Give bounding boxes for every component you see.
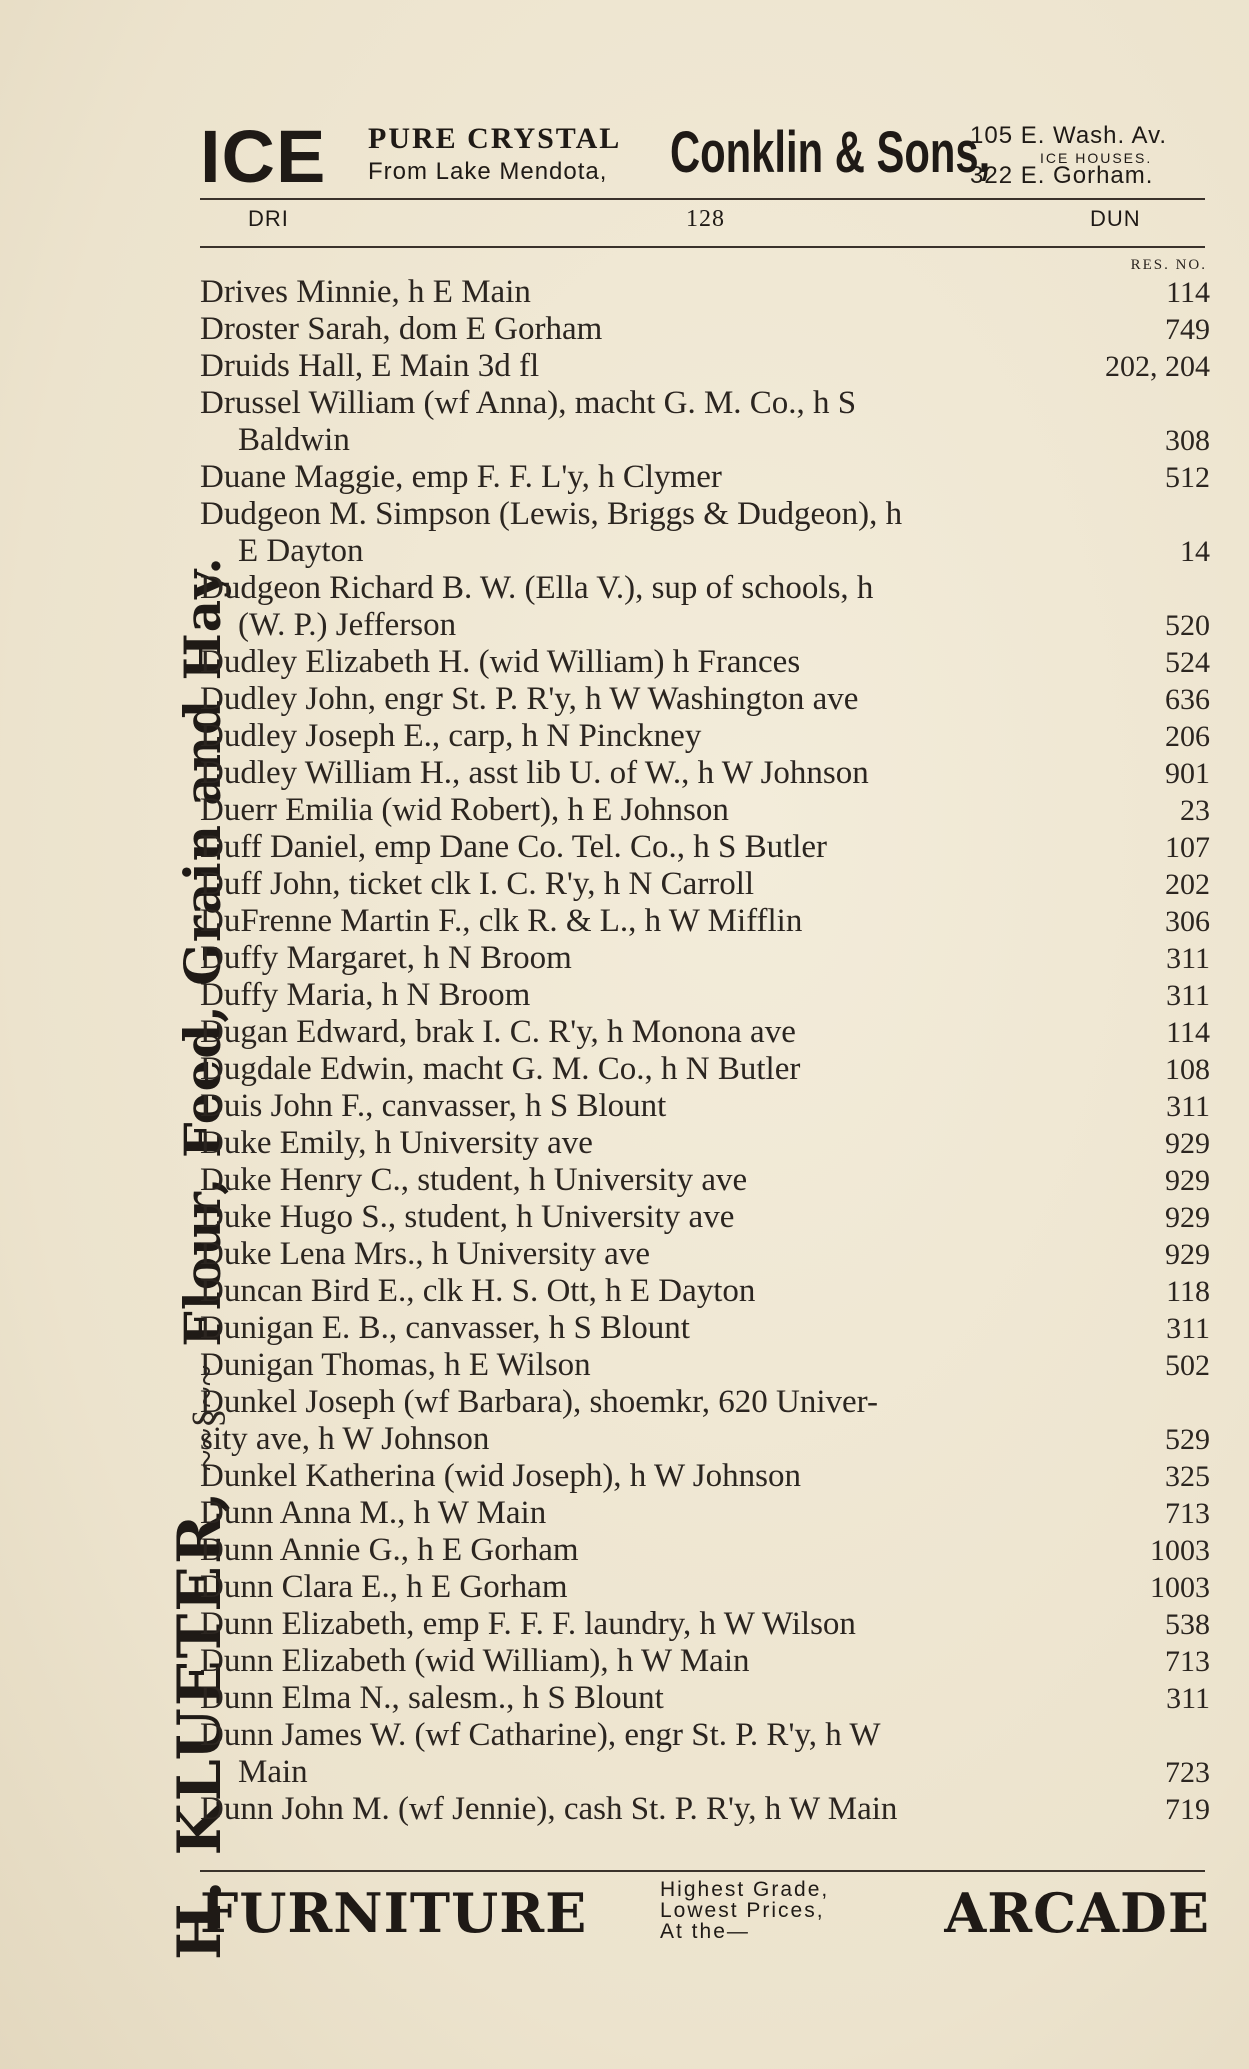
entry-text: Dunigan E. B., canvasser, h S Blount — [200, 1310, 690, 1346]
header-rule-bottom — [200, 246, 1205, 248]
entry-residence-number: 524 — [1165, 646, 1210, 679]
directory-entry — [200, 1495, 1210, 1532]
page-number: 128 — [686, 206, 725, 232]
entry-text: Duerr Emilia (wid Robert), h E Johnson — [200, 792, 729, 828]
entry-residence-number: 308 — [1165, 424, 1210, 457]
header-rule-top — [200, 198, 1205, 200]
directory-entry — [200, 274, 1210, 311]
entry-residence-number: 929 — [1165, 1201, 1210, 1234]
entry-residence-number: 107 — [1165, 831, 1210, 864]
directory-entry — [200, 644, 1210, 681]
directory-entry — [200, 1532, 1210, 1569]
entry-text: Droster Sarah, dom E Gorham — [200, 311, 603, 347]
entry-residence-number: 311 — [1166, 1090, 1210, 1123]
entry-text: Duff Daniel, emp Dane Co. Tel. Co., h S Butler — [200, 829, 828, 865]
entry-text: Dudgeon Richard B. W. (Ella V.), sup of schools, h — [200, 570, 874, 606]
directory-entry — [200, 1384, 1210, 1421]
directory-entry — [200, 1310, 1210, 1347]
directory-entry — [200, 496, 1210, 533]
directory-entry — [200, 1717, 1210, 1754]
entry-text: Dunn Elizabeth (wid William), h W Main — [200, 1643, 750, 1679]
entry-text: Druids Hall, E Main 3d fl — [200, 348, 540, 384]
directory-entry — [200, 607, 1210, 644]
directory-entry — [200, 1088, 1210, 1125]
entry-text: E Dayton — [238, 533, 364, 569]
directory-entries — [200, 274, 1210, 1828]
side-banner-ornament: ~~§~~ — [184, 1364, 229, 1472]
directory-entry — [200, 1569, 1210, 1606]
directory-entry — [200, 459, 1210, 496]
directory-entry — [200, 1680, 1210, 1717]
directory-entry — [200, 422, 1210, 459]
ad-address-2: 322 E. Gorham. — [970, 162, 1154, 189]
entry-text: Drussel William (wf Anna), macht G. M. Co., h S — [200, 385, 857, 421]
entry-text: Dudley William H., asst lib U. of W., h W Johnson — [200, 755, 869, 791]
directory-entry — [200, 903, 1210, 940]
entry-text: Dunn Clara E., h E Gorham — [200, 1569, 568, 1605]
entry-residence-number: 14 — [1180, 535, 1210, 568]
entry-residence-number: 311 — [1166, 1682, 1210, 1715]
entry-text: Dudley John, engr St. P. R'y, h W Washington ave — [200, 681, 859, 717]
ad-ice-houses: ICE HOUSES. — [1040, 150, 1153, 166]
entry-text: Dunn Elizabeth, emp F. F. F. laundry, h W Wilson — [200, 1606, 856, 1642]
directory-entry — [200, 1421, 1210, 1458]
entry-residence-number: 719 — [1165, 1793, 1210, 1826]
directory-entry — [200, 1014, 1210, 1051]
ad-address-1: 105 E. Wash. Av. — [970, 122, 1167, 149]
directory-entry — [200, 681, 1210, 718]
entry-residence-number: 636 — [1165, 683, 1210, 716]
directory-entry — [200, 829, 1210, 866]
entry-residence-number: 502 — [1165, 1349, 1210, 1382]
entry-residence-number: 118 — [1166, 1275, 1210, 1308]
entry-text: Dunn Anna M., h W Main — [200, 1495, 547, 1531]
footer-rule — [200, 1870, 1205, 1872]
entry-text: (W. P.) Jefferson — [238, 607, 457, 643]
directory-entry — [200, 1458, 1210, 1495]
ad-slogan-line-3: At the— — [660, 1920, 750, 1943]
entry-text: Duffy Margaret, h N Broom — [200, 940, 572, 976]
entry-residence-number: 306 — [1165, 905, 1210, 938]
entry-text: Duke Hugo S., student, h University ave — [200, 1199, 735, 1235]
entry-text: Dudley Elizabeth H. (wid William) h Frances — [200, 644, 801, 680]
directory-entry — [200, 1606, 1210, 1643]
entry-text: Dunigan Thomas, h E Wilson — [200, 1347, 591, 1383]
entry-text: Duke Emily, h University ave — [200, 1125, 593, 1161]
entry-text: Duncan Bird E., clk H. S. Ott, h E Dayton — [200, 1273, 756, 1309]
entry-residence-number: 929 — [1165, 1238, 1210, 1271]
entry-text: Dunn Elma N., salesm., h S Blount — [200, 1680, 664, 1716]
entry-residence-number: 311 — [1166, 942, 1210, 975]
entry-residence-number: 749 — [1165, 313, 1210, 346]
entry-text: Duke Lena Mrs., h University ave — [200, 1236, 650, 1272]
entry-text: Drives Minnie, h E Main — [200, 274, 531, 310]
entry-residence-number: 713 — [1165, 1645, 1210, 1678]
entry-text: Dudgeon M. Simpson (Lewis, Briggs & Dudgeon), h — [200, 496, 903, 532]
directory-entry — [200, 718, 1210, 755]
directory-entry — [200, 570, 1210, 607]
entry-text: Dudley Joseph E., carp, h N Pinckney — [200, 718, 702, 754]
entry-residence-number: 23 — [1180, 794, 1210, 827]
ad-from-lake: From Lake Mendota, — [368, 158, 608, 185]
directory-entry — [200, 1273, 1210, 1310]
entry-text: Dunn Annie G., h E Gorham — [200, 1532, 579, 1568]
directory-entry — [200, 311, 1210, 348]
entry-residence-number: 512 — [1165, 461, 1210, 494]
entry-text: Duffy Maria, h N Broom — [200, 977, 531, 1013]
entry-text: DuFrenne Martin F., clk R. & L., h W Mifflin — [200, 903, 803, 939]
entry-text: Duane Maggie, emp F. F. L'y, h Clymer — [200, 459, 722, 495]
directory-entry — [200, 1754, 1210, 1791]
entry-residence-number: 529 — [1165, 1423, 1210, 1456]
entry-text: Dunn John M. (wf Jennie), cash St. P. R'y, h W Main — [200, 1791, 898, 1827]
ad-slogan-line-2: Lowest Prices, — [660, 1899, 825, 1922]
ad-furniture: FURNITURE — [200, 1881, 588, 1945]
entry-residence-number: 114 — [1166, 1016, 1210, 1049]
entry-text: Main — [238, 1754, 308, 1790]
entry-residence-number: 713 — [1165, 1497, 1210, 1530]
right-guide-word: DUN — [1090, 206, 1141, 231]
entry-residence-number: 114 — [1166, 276, 1210, 309]
side-banner-products: Flour, Feed, Grain and Hay. — [173, 556, 232, 1347]
entry-residence-number: 202 — [1165, 868, 1210, 901]
entry-text: Duff John, ticket clk I. C. R'y, h N Carroll — [200, 866, 755, 902]
ad-pure-crystal: PURE CRYSTAL — [368, 122, 622, 155]
entry-text: Dunkel Joseph (wf Barbara), shoemkr, 620 Univer- — [200, 1384, 878, 1420]
directory-entry — [200, 1347, 1210, 1384]
entry-residence-number: 929 — [1165, 1127, 1210, 1160]
directory-entry — [200, 1643, 1210, 1680]
directory-entry — [200, 792, 1210, 829]
side-banner-name: H. KLUETER, — [165, 1489, 235, 1960]
entry-text: Duke Henry C., student, h University ave — [200, 1162, 748, 1198]
ad-arcade: ARCADE — [944, 1881, 1210, 1945]
entry-residence-number: 202, 204 — [1105, 350, 1210, 383]
directory-entry — [200, 1791, 1210, 1828]
entry-text: sity ave, h W Johnson — [200, 1421, 490, 1457]
entry-text: Duis John F., canvasser, h S Blount — [200, 1088, 667, 1124]
entry-residence-number: 325 — [1165, 1460, 1210, 1493]
entry-text: Dugan Edward, brak I. C. R'y, h Monona ave — [200, 1014, 796, 1050]
top-advertisement — [200, 115, 1210, 198]
entry-residence-number: 723 — [1165, 1756, 1210, 1789]
directory-entry — [200, 940, 1210, 977]
directory-entry — [200, 1125, 1210, 1162]
ad-slogan — [660, 1879, 829, 1942]
ad-ice: ICE — [200, 115, 327, 198]
entry-text: Dunn James W. (wf Catharine), engr St. P. R'y, h W — [200, 1717, 881, 1753]
entry-residence-number: 929 — [1165, 1164, 1210, 1197]
directory-entry — [200, 755, 1210, 792]
ad-slogan-line-1: Highest Grade, — [660, 1878, 830, 1901]
directory-entry — [200, 1051, 1210, 1088]
directory-entry — [200, 385, 1210, 422]
entry-text: Dunkel Katherina (wid Joseph), h W Johnson — [200, 1458, 801, 1494]
directory-entry — [200, 1162, 1210, 1199]
entry-residence-number: 901 — [1165, 757, 1210, 790]
directory-entry — [200, 533, 1210, 570]
entry-text: Baldwin — [238, 422, 350, 458]
entry-residence-number: 1003 — [1150, 1571, 1210, 1604]
entry-residence-number: 108 — [1165, 1053, 1210, 1086]
entry-residence-number: 311 — [1166, 979, 1210, 1012]
directory-entry — [200, 977, 1210, 1014]
entry-residence-number: 538 — [1165, 1608, 1210, 1641]
directory-entry — [200, 1236, 1210, 1273]
ad-company: Conklin & Sons, — [670, 120, 991, 185]
entry-text: Dugdale Edwin, macht G. M. Co., h N Butler — [200, 1051, 801, 1087]
entry-residence-number: 1003 — [1150, 1534, 1210, 1567]
res-no-label: RES. NO. — [1130, 257, 1207, 273]
entry-residence-number: 206 — [1165, 720, 1210, 753]
directory-entry — [200, 1199, 1210, 1236]
entry-residence-number: 520 — [1165, 609, 1210, 642]
left-guide-word: DRI — [248, 206, 289, 231]
directory-entry — [200, 348, 1210, 385]
directory-entry — [200, 866, 1210, 903]
entry-residence-number: 311 — [1166, 1312, 1210, 1345]
bottom-advertisement — [200, 1875, 1210, 1945]
